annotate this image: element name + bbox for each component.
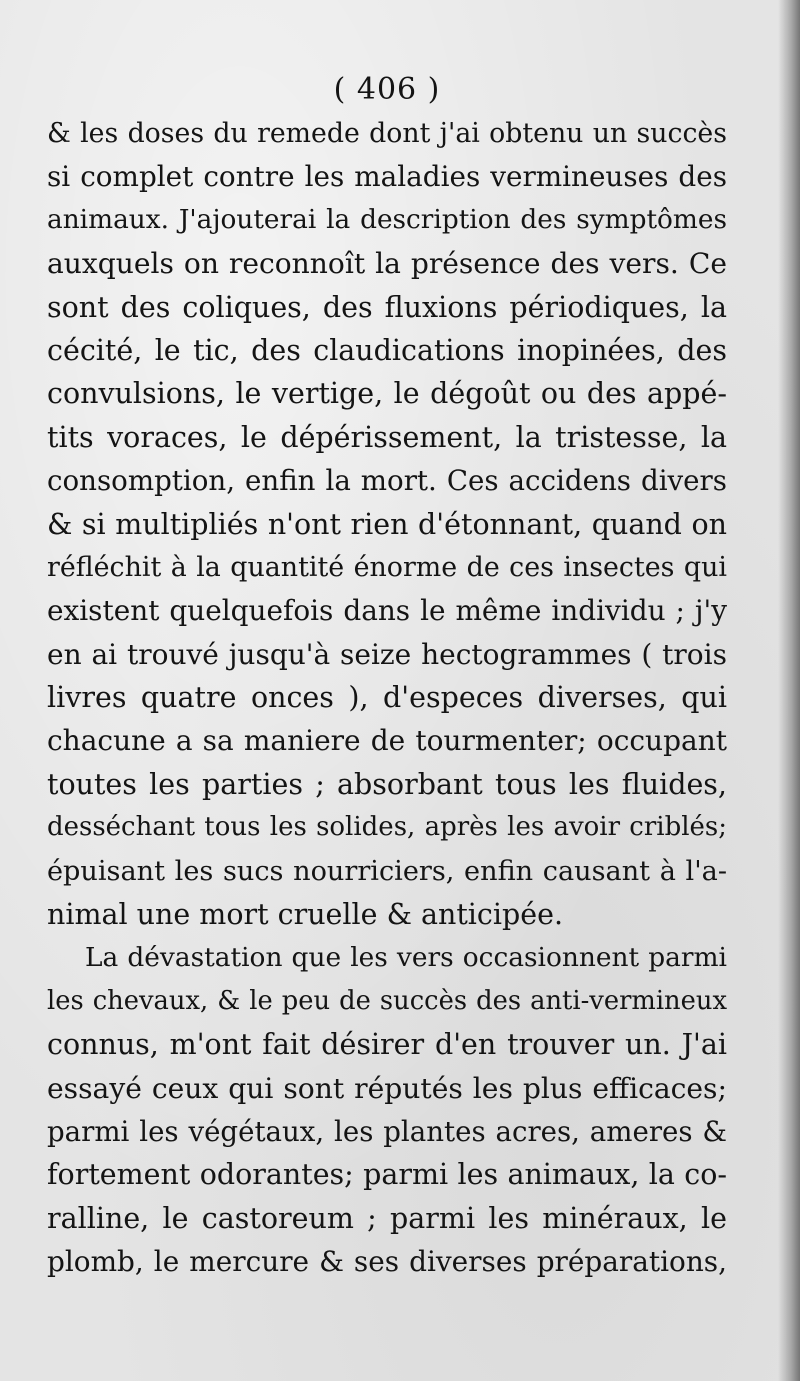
page-number: ( 406 ) [333,72,441,107]
text-line: & si multipliés n'ont rien d'étonnant, quand on [47,507,727,541]
text-line: toutes les parties ; absorbant tous les fluides, [47,767,727,801]
text-line: livres quatre onces ), d'especes diverses, qui [47,681,727,715]
text-line: desséchant tous les solides, après les avoir criblés; [47,812,727,843]
text-line: nimal une mort cruelle & anticipée. [47,898,564,932]
text-line: essayé ceux qui sont réputés les plus efficaces; [47,1071,727,1105]
text-line: tits voraces, le dépérissement, la tristesse, la [47,420,727,454]
text-line: auxquels on reconnoît la présence des vers. Ce [47,247,727,281]
text-line: en ai trouvé jusqu'à seize hectogrammes ( trois [47,637,727,671]
text-line: réfléchit à la quantité énorme de ces insectes qui [47,551,727,583]
text-line: La dévastation que les vers occasionnent parmi [85,942,727,974]
text-block [47,70,727,1284]
text-line: parmi les végétaux, les plantes acres, ameres & [47,1114,727,1148]
paragraph-2 [47,936,727,1283]
text-line: sont des coliques, des fluxions périodiques, la [47,290,727,324]
text-line: fortement odorantes; parmi les animaux, la co- [47,1158,727,1192]
text-line: plomb, le mercure & ses diverses préparations, [47,1245,727,1279]
text-line: consomption, enfin la mort. Ces accidens divers [47,464,727,498]
text-line: convulsions, le vertige, le dégoût ou des appé- [47,377,727,411]
text-line: & les doses du remede dont j'ai obtenu un succès [47,118,727,149]
text-line: chacune a sa maniere de tourmenter; occupant [47,724,727,758]
text-line: cécité, le tic, des claudications inopinées, des [47,333,727,367]
text-line: connus, m'ont fait désirer d'en trouver un. J'ai [47,1028,727,1062]
paragraph-1 [47,112,727,936]
page-edge-shadow [778,0,800,1381]
text-line: épuisant les sucs nourriciers, enfin causant à l'a- [47,855,727,887]
text-line: animaux. J'ajouterai la description des symptômes [47,204,727,235]
text-line: les chevaux, & le peu de succès des anti-vermineux [47,985,727,1016]
text-line: ralline, le castoreum ; parmi les minéraux, le [47,1201,727,1235]
text-line: existent quelquefois dans le même individu ; j'y [47,594,727,628]
text-line: si complet contre les maladies vermineuses des [47,160,727,194]
